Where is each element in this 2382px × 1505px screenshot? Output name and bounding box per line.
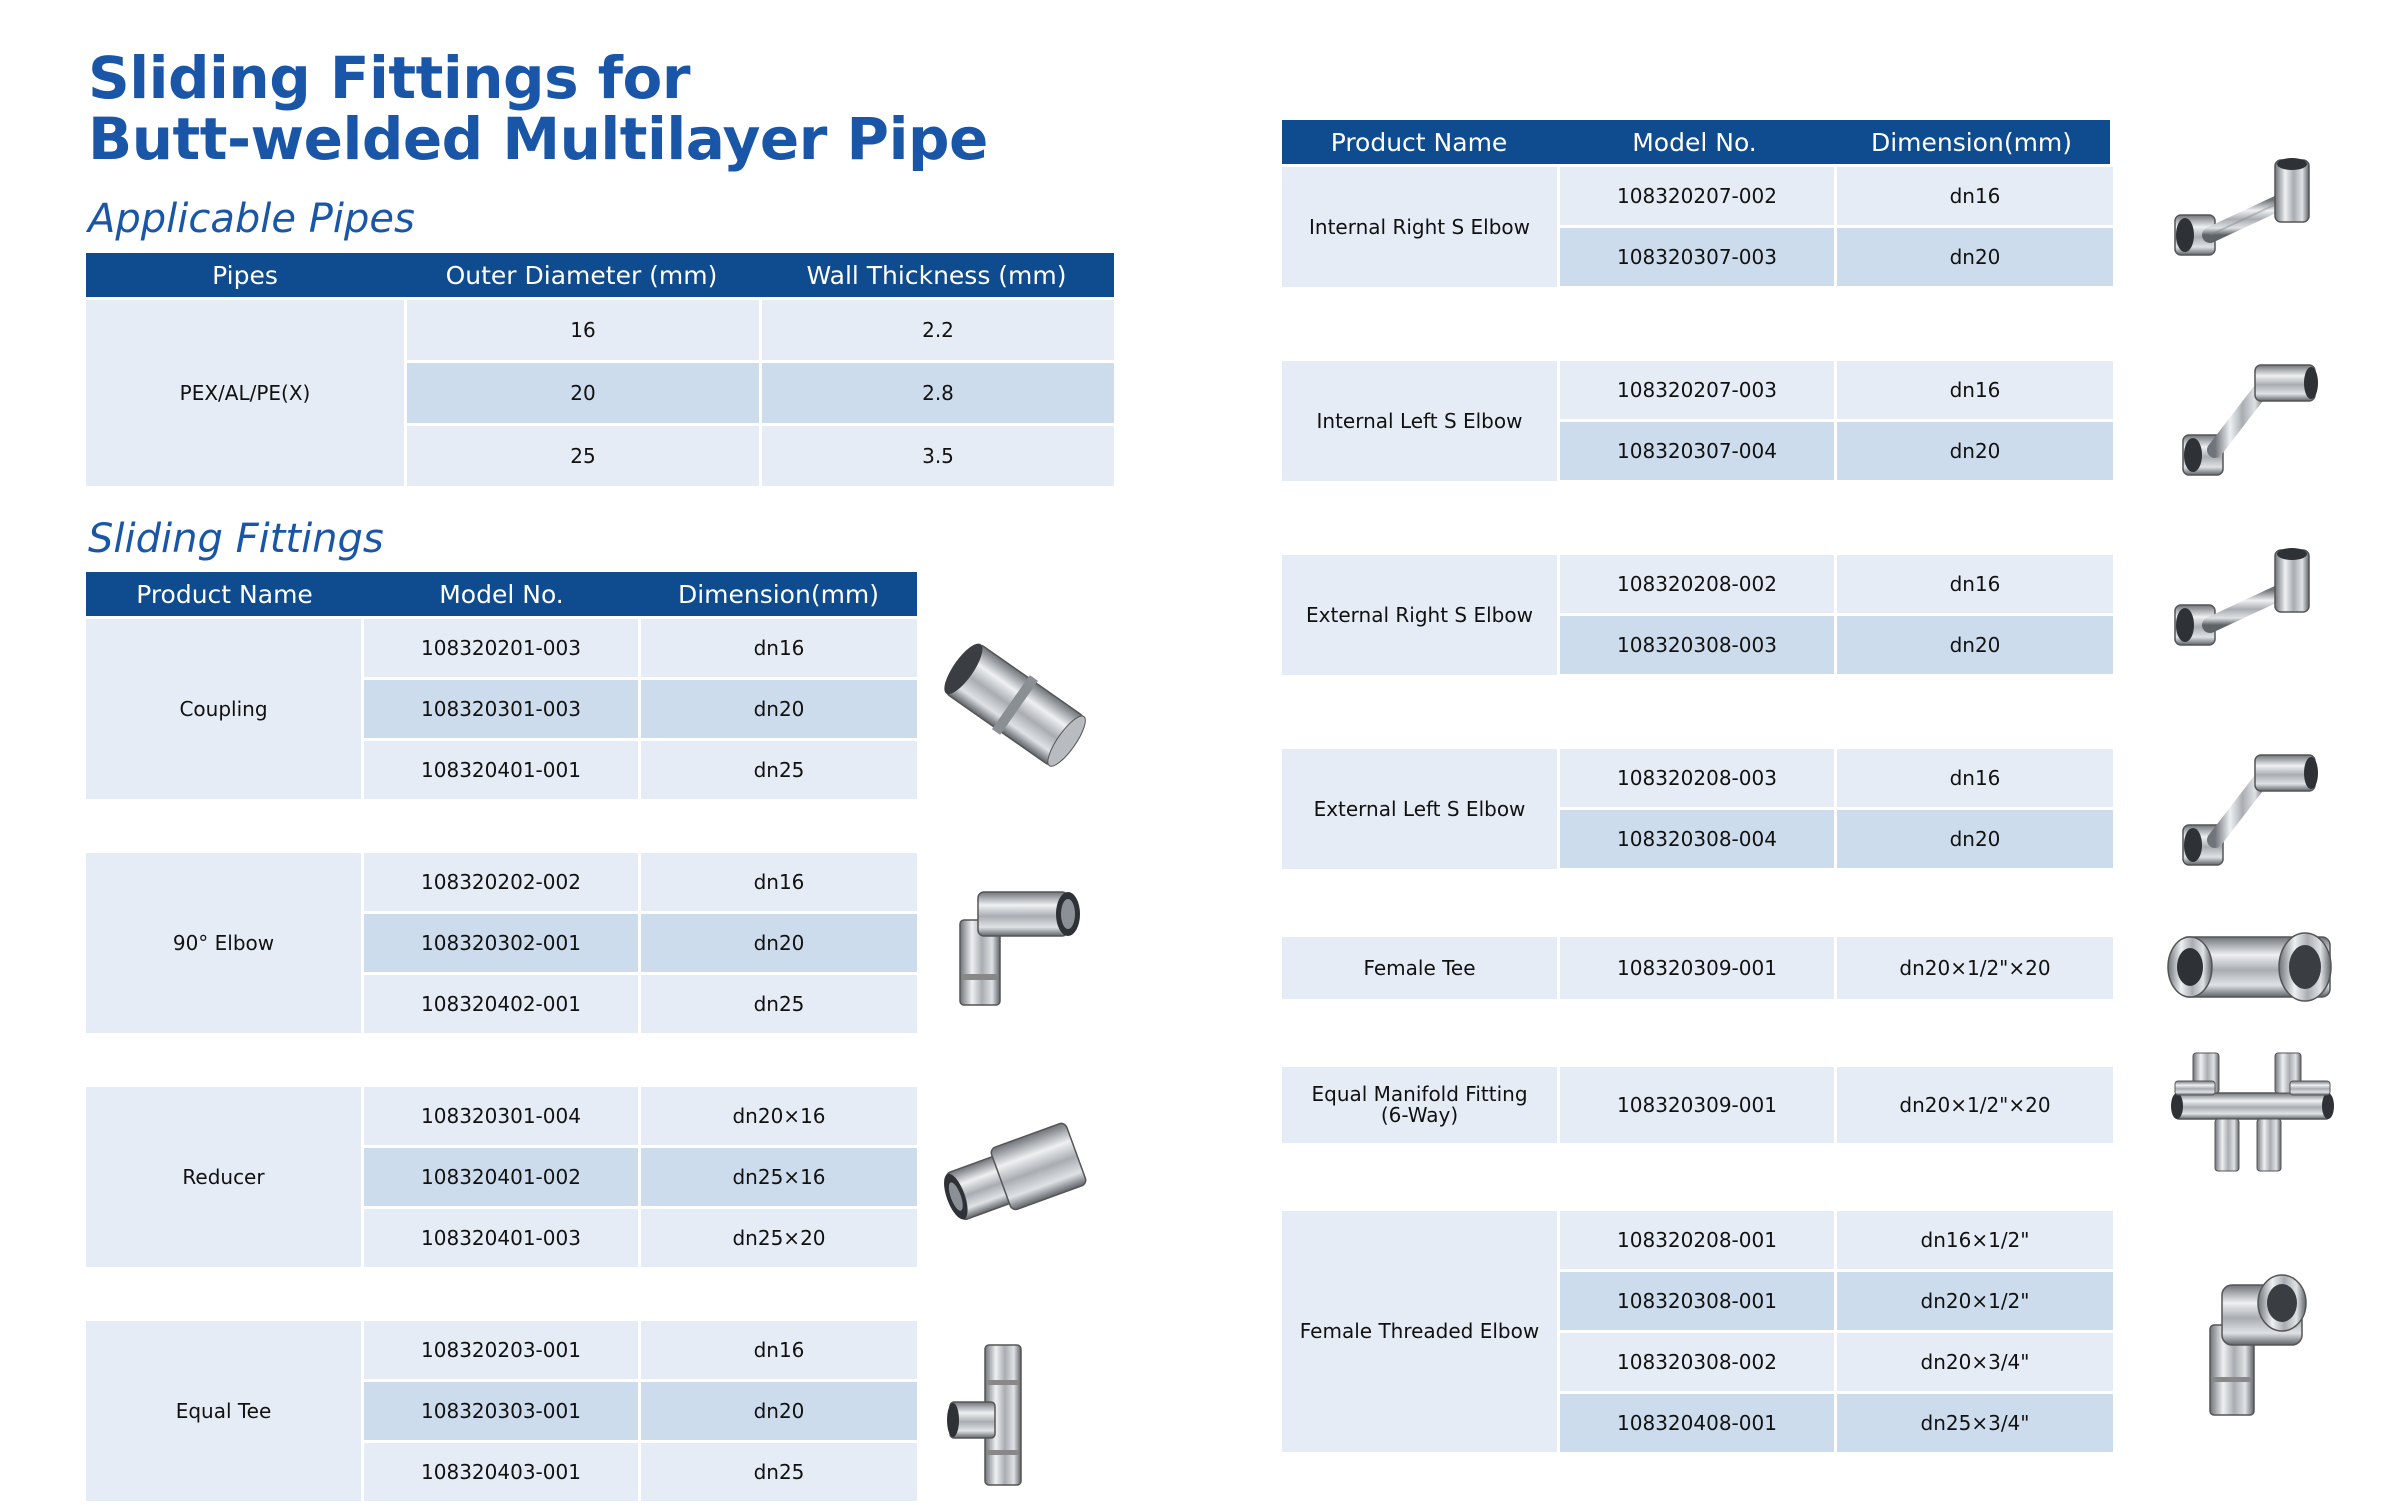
elbow-90-image (950, 880, 1090, 1010)
applicable-pipes-heading: Applicable Pipes (88, 196, 415, 242)
product-name-cell: Female Tee (1282, 937, 1557, 999)
model-no-cell: 108320302-001 (364, 914, 638, 972)
header-product-name: Product Name (1330, 127, 1508, 157)
header-dimension: Dimension(mm) (1870, 127, 2073, 157)
wall-thickness-cell: 2.8 (762, 363, 1114, 423)
product-group-external-right-s-elbow (1282, 555, 2110, 675)
table-row (364, 975, 917, 1033)
table-row (1560, 228, 2113, 286)
dimension-cell: dn20 (641, 914, 917, 972)
model-no-cell: 108320309-001 (1560, 937, 1834, 999)
dimension-cell: dn20×16 (641, 1087, 917, 1145)
table-row (1560, 167, 2113, 225)
outer-diameter-cell: 16 (407, 300, 759, 360)
manifold-image (2165, 1045, 2340, 1180)
model-no-cell: 108320208-003 (1560, 749, 1834, 807)
dimension-cell: dn20 (1837, 810, 2113, 868)
dimension-cell: dn16 (641, 853, 917, 911)
product-name-cell: Internal Right S Elbow (1282, 167, 1557, 287)
table-row (407, 363, 1114, 423)
dimension-cell: dn16 (641, 1321, 917, 1379)
dimension-cell: dn16 (1837, 555, 2113, 613)
table-row (364, 1443, 917, 1501)
header-product-name: Product Name (136, 579, 313, 609)
model-no-cell: 108320308-002 (1560, 1333, 1834, 1391)
dimension-cell: dn20 (641, 1382, 917, 1440)
dimension-cell: dn25 (641, 1443, 917, 1501)
applicable-pipes-body (86, 300, 1114, 486)
table-row (1560, 810, 2113, 868)
product-name-cell: Coupling (86, 619, 361, 799)
dimension-cell: dn20×1/2"×20 (1837, 1067, 2113, 1143)
model-no-cell: 108320308-003 (1560, 616, 1834, 674)
dimension-cell: dn20×1/2"×20 (1837, 937, 2113, 999)
header-model-no: Model No. (439, 579, 564, 609)
page-title-line-1: Sliding Fittings for (88, 44, 690, 112)
model-no-cell: 108320401-003 (364, 1209, 638, 1267)
table-row (1560, 937, 2113, 999)
page-title (88, 44, 988, 173)
model-no-cell: 108320308-004 (1560, 810, 1834, 868)
product-group-female-threaded-elbow (1282, 1211, 2110, 1452)
dimension-cell: dn20×3/4" (1837, 1333, 2113, 1391)
s-elbow-image (2165, 745, 2325, 875)
pipe-type-cell: PEX/AL/PE(X) (86, 300, 404, 486)
model-no-cell: 108320401-002 (364, 1148, 638, 1206)
table-row (1560, 1211, 2113, 1269)
sliding-fittings-table (86, 572, 917, 1501)
table-row (1560, 749, 2113, 807)
sliding-fittings-header (86, 572, 917, 616)
product-name-cell: Equal Tee (86, 1321, 361, 1501)
product-group-female-tee (1282, 937, 2110, 999)
dimension-cell: dn16 (1837, 361, 2113, 419)
dimension-cell: dn25×20 (641, 1209, 917, 1267)
page-title-line-2: Butt-welded Multilayer Pipe (88, 105, 988, 173)
product-group-90-elbow (86, 853, 917, 1033)
s-elbow-fittings-table (1282, 120, 2110, 1452)
model-no-cell: 108320303-001 (364, 1382, 638, 1440)
product-name-cell: Equal Manifold Fitting (6-Way) (1282, 1067, 1557, 1143)
outer-diameter-cell: 20 (407, 363, 759, 423)
product-name-cell: Internal Left S Elbow (1282, 361, 1557, 481)
product-group-equal-tee (86, 1321, 917, 1501)
table-row (364, 741, 917, 799)
product-name-cell: Female Threaded Elbow (1282, 1211, 1557, 1452)
dimension-cell: dn20 (641, 680, 917, 738)
table-row (407, 426, 1114, 486)
table-row (364, 1382, 917, 1440)
coupling-image (940, 630, 1090, 780)
dimension-cell: dn16×1/2" (1837, 1211, 2113, 1269)
dimension-cell: dn25×3/4" (1837, 1394, 2113, 1452)
dimension-cell: dn25×16 (641, 1148, 917, 1206)
table-row (364, 619, 917, 677)
dimension-cell: dn16 (641, 619, 917, 677)
dimension-cell: dn25 (641, 975, 917, 1033)
model-no-cell: 108320301-004 (364, 1087, 638, 1145)
table-row (364, 1087, 917, 1145)
model-no-cell: 108320207-003 (1560, 361, 1834, 419)
product-group-internal-left-s-elbow (1282, 361, 2110, 481)
table-row (1560, 1394, 2113, 1452)
outer-diameter-cell: 25 (407, 426, 759, 486)
product-group-internal-right-s-elbow (1282, 167, 2110, 287)
s-elbow-image (2165, 540, 2325, 665)
s-elbow-image (2165, 150, 2325, 275)
table-row (1560, 555, 2113, 613)
dimension-cell: dn25 (641, 741, 917, 799)
header-outer-diameter: Outer Diameter (mm) (445, 260, 718, 290)
applicable-pipes-table (86, 253, 1114, 486)
dimension-cell: dn16 (1837, 167, 2113, 225)
model-no-cell: 108320208-001 (1560, 1211, 1834, 1269)
table-row (364, 853, 917, 911)
table-row (1560, 1333, 2113, 1391)
table-row (1560, 1272, 2113, 1330)
sliding-fittings-heading: Sliding Fittings (88, 516, 384, 562)
product-name-cell: 90° Elbow (86, 853, 361, 1033)
model-no-cell: 108320308-001 (1560, 1272, 1834, 1330)
model-no-cell: 108320202-002 (364, 853, 638, 911)
model-no-cell: 108320201-003 (364, 619, 638, 677)
dimension-cell: dn16 (1837, 749, 2113, 807)
right-table-header (1282, 120, 2110, 164)
model-no-cell: 108320301-003 (364, 680, 638, 738)
table-row (1560, 422, 2113, 480)
applicable-pipes-header (86, 253, 1114, 297)
model-no-cell: 108320208-002 (1560, 555, 1834, 613)
table-row (1560, 1067, 2113, 1143)
dimension-cell: dn20 (1837, 616, 2113, 674)
table-row (364, 680, 917, 738)
table-row (364, 1209, 917, 1267)
header-model-no: Model No. (1632, 127, 1757, 157)
model-no-cell: 108320207-002 (1560, 167, 1834, 225)
s-elbow-image (2165, 355, 2325, 485)
product-group-equal-manifold (1282, 1067, 2110, 1143)
dimension-cell: dn20 (1837, 422, 2113, 480)
model-no-cell: 108320307-003 (1560, 228, 1834, 286)
table-row (364, 1148, 917, 1206)
model-no-cell: 108320402-001 (364, 975, 638, 1033)
header-pipes: Pipes (212, 260, 278, 290)
dimension-cell: dn20×1/2" (1837, 1272, 2113, 1330)
model-no-cell: 108320307-004 (1560, 422, 1834, 480)
model-no-cell: 108320401-001 (364, 741, 638, 799)
model-no-cell: 108320408-001 (1560, 1394, 1834, 1452)
product-group-coupling (86, 619, 917, 799)
table-row (1560, 361, 2113, 419)
table-row (407, 300, 1114, 360)
product-name-cell: Reducer (86, 1087, 361, 1267)
table-row (364, 914, 917, 972)
product-name-cell: External Left S Elbow (1282, 749, 1557, 869)
model-no-cell: 108320203-001 (364, 1321, 638, 1379)
equal-tee-image (945, 1340, 1045, 1490)
female-tee-image (2165, 922, 2345, 1012)
table-row (1560, 616, 2113, 674)
product-name-cell: External Right S Elbow (1282, 555, 1557, 675)
reducer-image (940, 1120, 1090, 1230)
wall-thickness-cell: 3.5 (762, 426, 1114, 486)
wall-thickness-cell: 2.2 (762, 300, 1114, 360)
model-no-cell: 108320309-001 (1560, 1067, 1834, 1143)
product-group-external-left-s-elbow (1282, 749, 2110, 869)
product-group-reducer (86, 1087, 917, 1267)
header-wall-thickness: Wall Thickness (mm) (806, 260, 1067, 290)
header-dimension: Dimension(mm) (677, 579, 880, 609)
table-row (364, 1321, 917, 1379)
dimension-cell: dn20 (1837, 228, 2113, 286)
model-no-cell: 108320403-001 (364, 1443, 638, 1501)
threaded-elbow-image (2200, 1265, 2315, 1420)
